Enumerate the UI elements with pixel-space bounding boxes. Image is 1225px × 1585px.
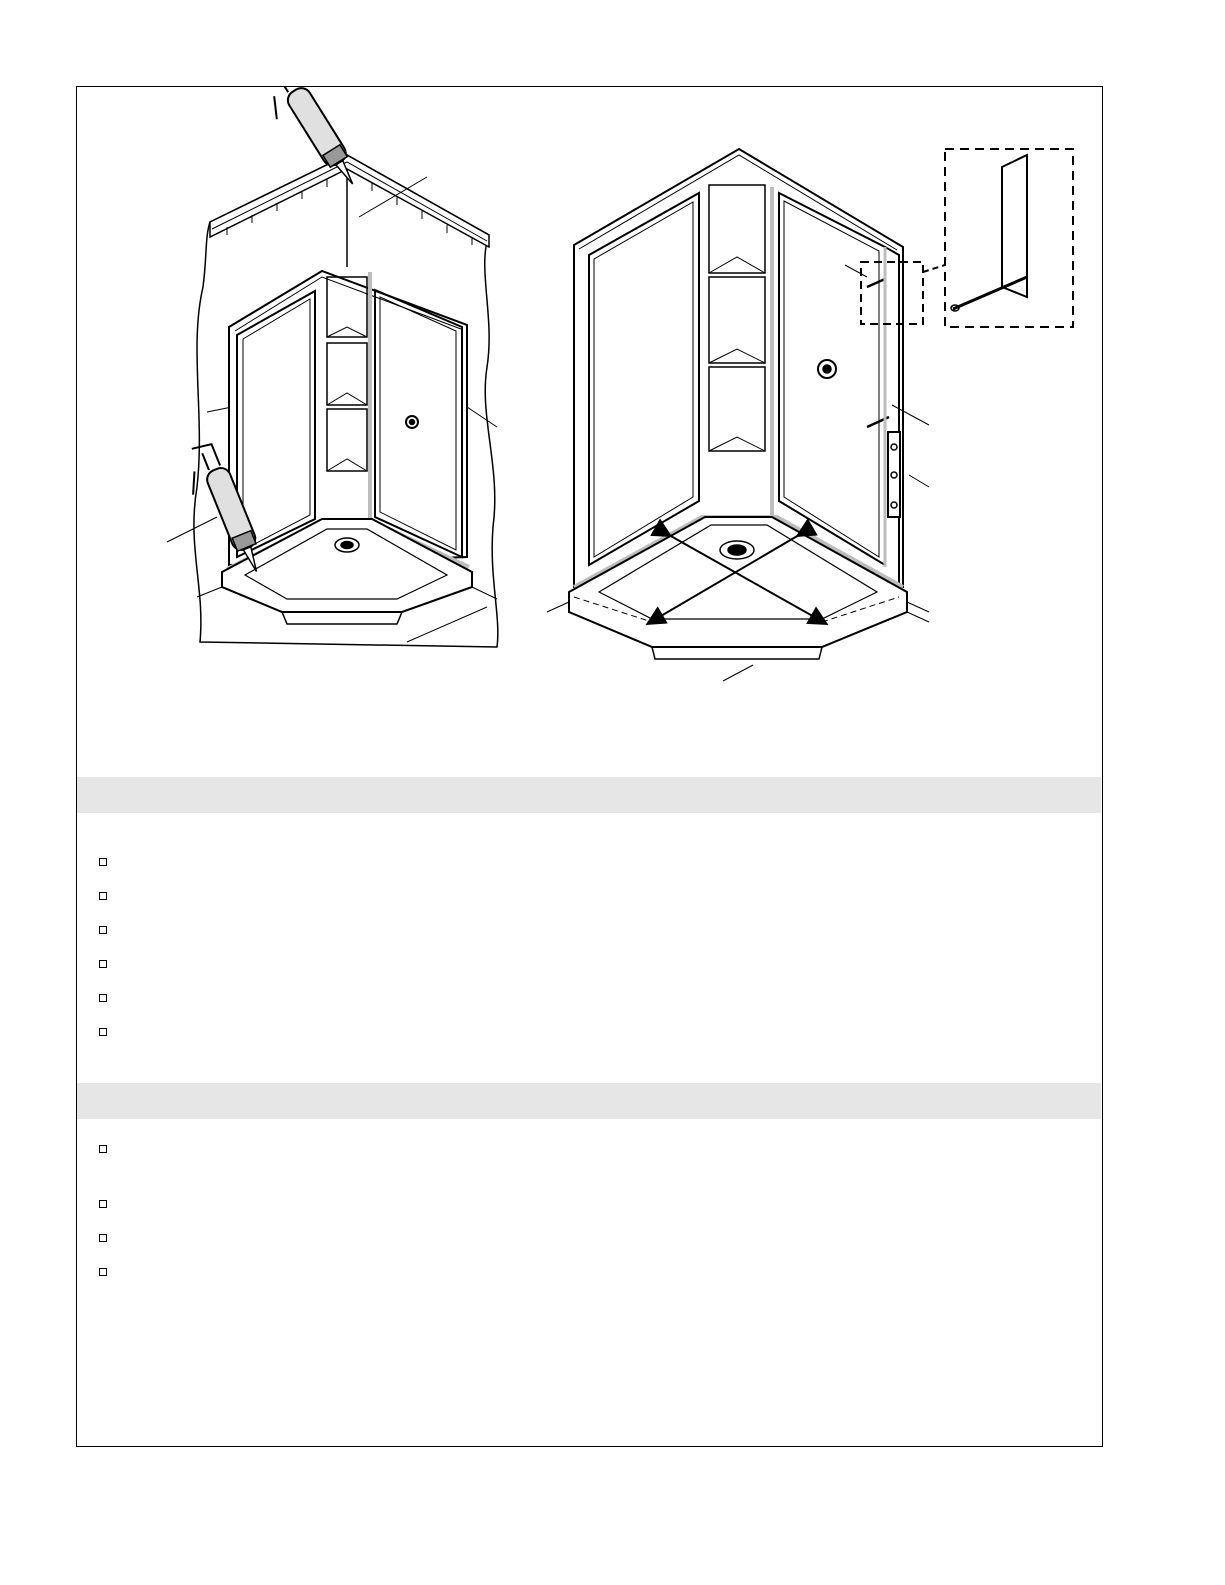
right-figure-shower-squaring xyxy=(547,149,1073,681)
checkbox-icon[interactable] xyxy=(99,1268,107,1276)
checkbox-icon[interactable] xyxy=(99,926,107,934)
checkbox-icon[interactable] xyxy=(99,1200,107,1208)
checkbox-icon[interactable] xyxy=(99,994,107,1002)
checkbox-icon[interactable] xyxy=(99,1028,107,1036)
left-figure-shower-caulking xyxy=(167,87,498,647)
page-frame xyxy=(76,86,1103,1447)
section-band-2 xyxy=(77,1083,1101,1119)
checkbox-icon[interactable] xyxy=(99,858,107,866)
installation-illustration xyxy=(77,87,1101,767)
checkbox-icon[interactable] xyxy=(99,892,107,900)
checkbox-icon[interactable] xyxy=(99,1234,107,1242)
checkbox-icon[interactable] xyxy=(99,960,107,968)
checkbox-icon[interactable] xyxy=(99,1145,107,1153)
section-band-1 xyxy=(77,777,1101,813)
